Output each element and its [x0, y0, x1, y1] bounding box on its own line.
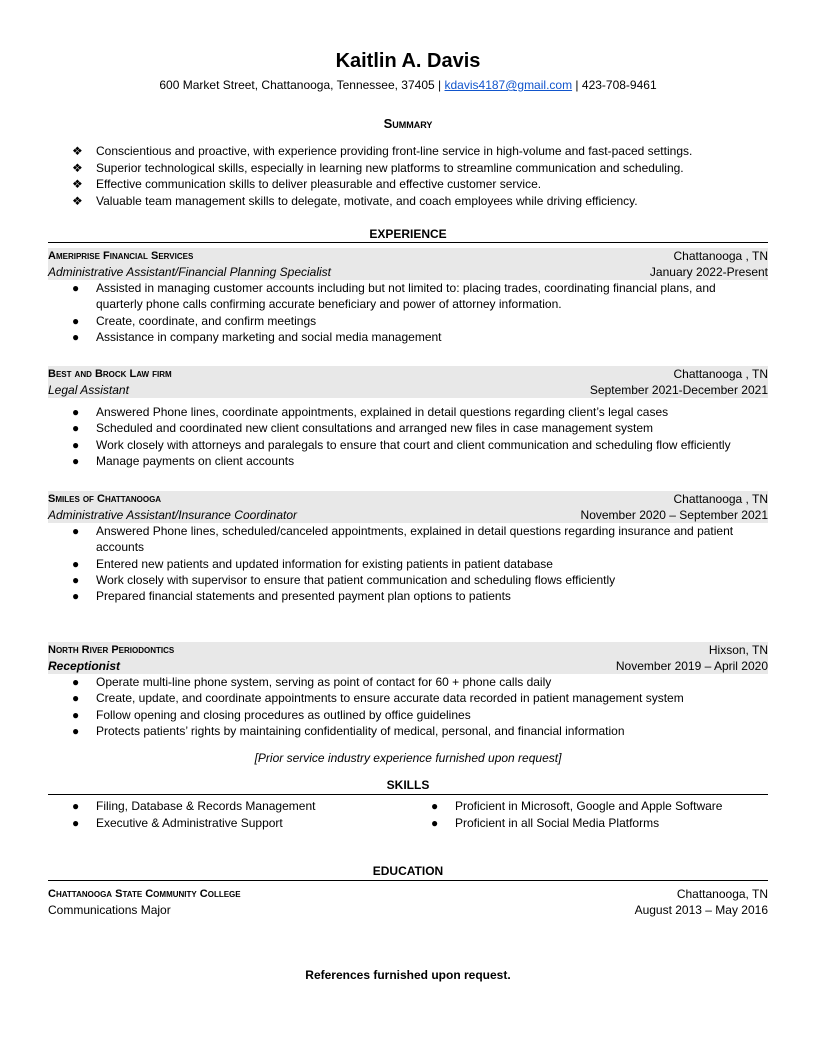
job-dates: November 2020 – September 2021 — [580, 508, 768, 522]
job-title: Legal Assistant — [48, 383, 129, 397]
email-link[interactable]: kdavis4187@gmail.com — [444, 78, 573, 92]
bullet-icon: ● — [72, 281, 80, 295]
list-item-continuation: accounts — [96, 540, 145, 555]
summary-heading: Summary — [383, 116, 433, 131]
education-school-row — [48, 886, 768, 902]
company-name: Smiles of Chattanooga — [48, 493, 162, 505]
list-item: ● Manage payments on client accounts — [72, 453, 295, 468]
job-entry — [48, 366, 768, 469]
bullet-icon: ● — [72, 556, 80, 571]
school-name: Chattanooga State Community College — [48, 888, 241, 900]
list-item: ● Answered Phone lines, scheduled/canceled appointments, explained in detail questions regarding insurance and patient — [72, 524, 734, 538]
school-location: Chattanooga, TN — [676, 887, 768, 901]
bullet-icon: ● — [72, 723, 80, 738]
phone: 423-708-9461 — [581, 78, 657, 92]
job-dates: January 2022-Present — [649, 265, 768, 279]
list-item: ● Entered new patients and updated information for existing patients in patient database — [72, 556, 553, 571]
job-title: Administrative Assistant/Financial Planning Specialist — [48, 265, 332, 279]
skills-heading: SKILLS — [386, 778, 430, 792]
list-item: ● Work closely with attorneys and paralegals to ensure that court and client communication and scheduling flow efficiently — [72, 437, 731, 452]
skill-item: ● Proficient in Microsoft, Google and Apple Software — [431, 799, 723, 813]
bullet-icon: ● — [431, 816, 439, 830]
separator: | — [575, 78, 579, 92]
education-major-row — [48, 902, 768, 918]
bullet-icon: ● — [72, 437, 80, 452]
bullet-icon: ● — [72, 675, 80, 689]
job-company-row — [48, 248, 768, 264]
job-location: Chattanooga , TN — [673, 367, 768, 381]
bullet-icon: ● — [431, 799, 439, 813]
list-item-continuation: quarterly phone calls confirming accurate beneficiary and power of attorney information. — [96, 297, 562, 312]
address: 600 Market Street, Chattanooga, Tennessee, 37405 — [159, 78, 435, 92]
experience-heading: EXPERIENCE — [369, 227, 447, 241]
contact-line — [0, 77, 816, 93]
summary-item: ❖ Valuable team management skills to delegate, motivate, and coach employees while driving efficiency. — [72, 193, 638, 208]
prior-experience-note: [Prior service industry experience furnished upon request] — [254, 751, 562, 765]
skill-item: ● Filing, Database & Records Management — [72, 799, 316, 813]
summary-item: ❖ Conscientious and proactive, with experience providing front-line service in high-volume and fast-paced settings. — [72, 144, 693, 158]
list-item: ● Follow opening and closing procedures as outlined by office guidelines — [72, 707, 471, 722]
job-entry — [48, 248, 768, 345]
education-dates: August 2013 – May 2016 — [634, 903, 768, 917]
job-bullets — [48, 280, 768, 345]
bullet-icon: ● — [72, 329, 80, 344]
job-location: Chattanooga , TN — [673, 492, 768, 506]
job-entry — [48, 491, 768, 604]
job-location: Chattanooga , TN — [673, 249, 768, 263]
summary-item: ❖ Effective communication skills to deliver pleasurable and effective customer service. — [72, 177, 542, 191]
bullet-icon: ● — [72, 313, 80, 328]
summary-item: ❖ Superior technological skills, especially in learning new platforms to streamline communication and scheduling. — [72, 160, 684, 175]
job-title-row — [48, 658, 768, 674]
skill-item: ● Proficient in all Social Media Platforms — [431, 816, 660, 830]
bullet-icon: ● — [72, 453, 80, 468]
bullet-icon: ● — [72, 691, 80, 706]
section-divider — [48, 242, 768, 243]
job-dates: September 2021-December 2021 — [589, 383, 768, 397]
job-title-row — [48, 264, 768, 280]
job-dates: November 2019 – April 2020 — [615, 659, 768, 673]
diamond-bullet-icon: ❖ — [72, 177, 83, 191]
company-name: Best and Brock Law firm — [48, 368, 172, 380]
section-divider — [48, 794, 768, 795]
job-bullets — [48, 404, 768, 469]
education-heading: EDUCATION — [372, 864, 444, 878]
job-company-row — [48, 491, 768, 507]
job-entry — [48, 642, 768, 739]
education-entry — [48, 886, 768, 918]
job-company-row — [48, 642, 768, 658]
bullet-icon: ● — [72, 421, 80, 436]
summary-list — [72, 143, 772, 209]
job-title-row — [48, 507, 768, 523]
job-title-row — [48, 382, 768, 398]
list-item: ● Create, coordinate, and confirm meetings — [72, 313, 317, 328]
bullet-icon: ● — [72, 799, 80, 813]
diamond-bullet-icon: ❖ — [72, 193, 83, 208]
bullet-icon: ● — [72, 707, 80, 722]
bullet-icon: ● — [72, 524, 80, 538]
list-item: ● Create, update, and coordinate appointments to ensure accurate data recorded in patient management system — [72, 691, 684, 706]
list-item: ● Operate multi-line phone system, serving as point of contact for 60 + phone calls daily — [72, 675, 552, 689]
job-location: Hixson, TN — [708, 643, 768, 657]
list-item: ● Assistance in company marketing and social media management — [72, 329, 442, 344]
skill-item: ● Executive & Administrative Support — [72, 816, 283, 830]
company-name: Ameriprise Financial Services — [48, 250, 194, 262]
job-bullets — [48, 523, 768, 604]
bullet-icon: ● — [72, 816, 80, 830]
list-item: ● Scheduled and coordinated new client consultations and arranged new files in case management system — [72, 421, 654, 436]
diamond-bullet-icon: ❖ — [72, 144, 83, 158]
job-title: Receptionist — [48, 659, 121, 673]
list-item: ● Protects patients’ rights by maintaining confidentiality of medical, personal, and financial information — [72, 723, 625, 738]
major: Communications Major — [48, 903, 171, 917]
bullet-icon: ● — [72, 405, 80, 419]
separator: | — [438, 78, 442, 92]
section-divider — [48, 880, 768, 881]
skills-column-left — [48, 798, 378, 832]
diamond-bullet-icon: ❖ — [72, 160, 83, 175]
list-item: ● Answered Phone lines, coordinate appointments, explained in detail questions regarding client’s legal cases — [72, 405, 669, 419]
references-note: References furnished upon request. — [305, 968, 511, 982]
job-bullets — [48, 674, 768, 739]
list-item: ● Prepared financial statements and presented payment plan options to patients — [72, 589, 511, 604]
company-name: North River Periodontics — [48, 644, 175, 656]
bullet-icon: ● — [72, 589, 80, 604]
bullet-icon: ● — [72, 572, 80, 587]
skills-column-right — [407, 798, 768, 832]
job-title: Administrative Assistant/Insurance Coordinator — [48, 508, 297, 522]
list-item: ● Assisted in managing customer accounts including but not limited to: placing trades, coordinating financial plans, and — [72, 281, 716, 295]
job-company-row — [48, 366, 768, 382]
list-item: ● Work closely with supervisor to ensure that patient communication and scheduling flows efficiently — [72, 572, 616, 587]
candidate-name: Kaitlin A. Davis — [335, 50, 481, 72]
